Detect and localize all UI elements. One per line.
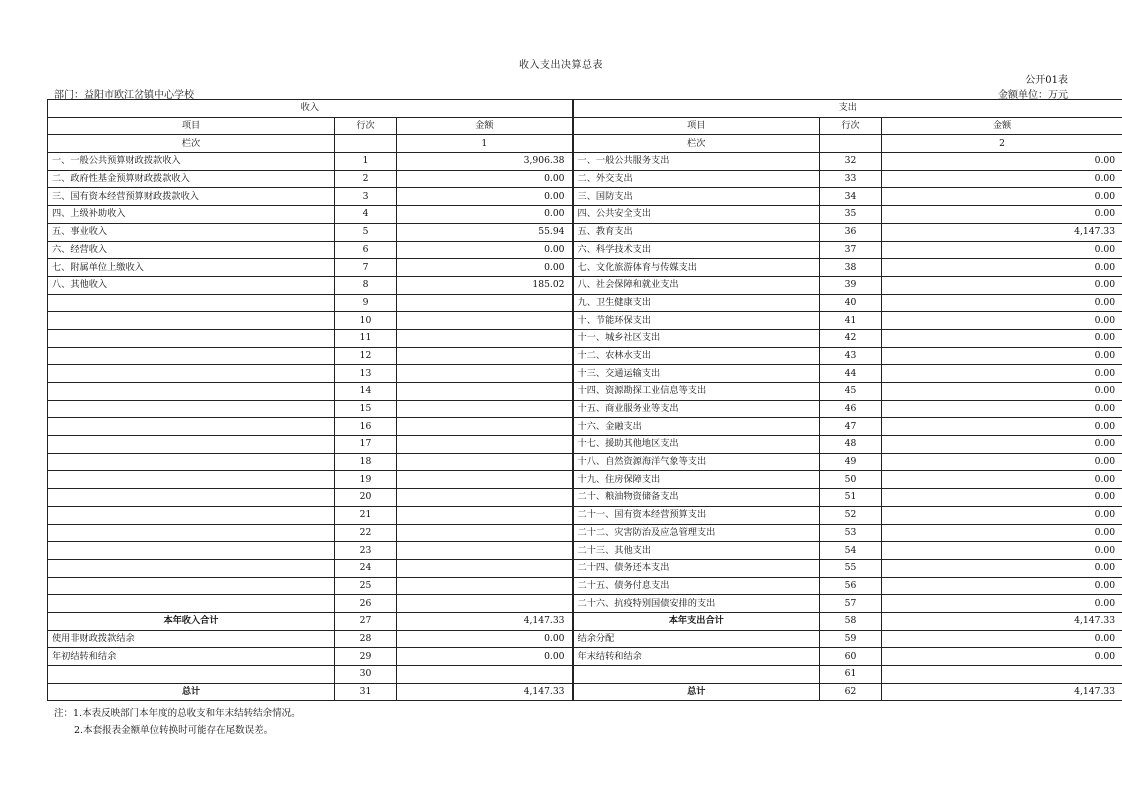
income-amount-cell: [397, 559, 573, 577]
income-row-no-cell: 28: [335, 630, 397, 648]
table-row: [48, 630, 1122, 648]
expense-amount-cell: 0.00: [882, 630, 1122, 648]
income-amount-cell: 0.00: [397, 170, 573, 188]
income-col-index: 1: [397, 135, 573, 153]
expense-row-no-cell: 57: [820, 595, 882, 613]
income-row-no-cell: 14: [335, 383, 397, 401]
table-row: [48, 648, 1122, 666]
expense-item-cell: 十四、资源勘探工业信息等支出: [573, 383, 820, 401]
income-amount-cell: [397, 383, 573, 401]
table-row: [48, 559, 1122, 577]
income-row-no-cell: 26: [335, 595, 397, 613]
income-row-no-cell: 11: [335, 329, 397, 347]
expense-row-no-cell: 39: [820, 276, 882, 294]
income-amount-cell: 0.00: [397, 648, 573, 666]
expense-amount-header: 金额: [882, 117, 1122, 135]
income-item-cell: [48, 542, 335, 560]
expense-item-cell: 二十五、债务付息支出: [573, 577, 820, 595]
page-title: 收入支出决算总表: [519, 60, 603, 71]
income-row-no-cell: 27: [335, 612, 397, 630]
expense-item-cell: 十、节能环保支出: [573, 312, 820, 330]
table-row: [48, 471, 1122, 489]
department-label: 部门：益阳市欧江岔镇中心学校: [54, 90, 194, 101]
income-row-no-cell: 1: [335, 153, 397, 171]
total-row: [48, 683, 1122, 701]
expense-row-no-cell: 55: [820, 559, 882, 577]
income-amount-cell: 4,147.33: [397, 683, 573, 701]
expense-amount-cell: 0.00: [882, 506, 1122, 524]
expense-item-cell: 三、国防支出: [573, 188, 820, 206]
table-row: [48, 170, 1122, 188]
expense-item-cell: 二十一、国有资本经营预算支出: [573, 506, 820, 524]
income-section-header: 收入: [48, 100, 573, 118]
expense-row-no-cell: 60: [820, 648, 882, 666]
income-amount-cell: [397, 542, 573, 560]
income-row-no-cell: 3: [335, 188, 397, 206]
expense-amount-cell: 4,147.33: [882, 612, 1122, 630]
expense-row-no-cell: 51: [820, 489, 882, 507]
income-item-cell: [48, 418, 335, 436]
income-row-no-cell: 24: [335, 559, 397, 577]
table-row: [48, 241, 1122, 259]
expense-row-no-cell: 38: [820, 259, 882, 277]
income-row-no-cell: 10: [335, 312, 397, 330]
income-row-no-cell: 12: [335, 347, 397, 365]
amount-unit-label: 金额单位：万元: [998, 90, 1068, 101]
table-row: [48, 223, 1122, 241]
expense-item-cell: 二十、粮油物资储备支出: [573, 489, 820, 507]
expense-amount-cell: 0.00: [882, 542, 1122, 560]
income-amount-cell: 3,906.38: [397, 153, 573, 171]
income-row-no-cell: 2: [335, 170, 397, 188]
expense-row-no-cell: 46: [820, 400, 882, 418]
table-row: [48, 347, 1122, 365]
table-row: [48, 506, 1122, 524]
expense-amount-cell: 0.00: [882, 577, 1122, 595]
income-amount-cell: 185.02: [397, 276, 573, 294]
expense-row-no-cell: 41: [820, 312, 882, 330]
expense-amount-cell: 0.00: [882, 241, 1122, 259]
income-col-blank: [335, 135, 397, 153]
expense-row-no-cell: 43: [820, 347, 882, 365]
income-amount-cell: [397, 666, 573, 684]
income-row-no-cell: 31: [335, 683, 397, 701]
expense-item-cell: 年末结转和结余: [573, 648, 820, 666]
income-item-cell: 七、附属单位上缴收入: [48, 259, 335, 277]
income-item-cell: 本年收入合计: [48, 612, 335, 630]
income-amount-cell: [397, 489, 573, 507]
income-amount-cell: [397, 400, 573, 418]
expense-item-cell: 总计: [573, 683, 820, 701]
expense-amount-cell: 0.00: [882, 489, 1122, 507]
income-item-cell: [48, 471, 335, 489]
footnotes: [54, 705, 301, 739]
expense-amount-cell: 0.00: [882, 294, 1122, 312]
expense-amount-cell: 0.00: [882, 188, 1122, 206]
table-row: [48, 524, 1122, 542]
income-amount-cell: [397, 365, 573, 383]
expense-amount-cell: 0.00: [882, 471, 1122, 489]
expense-row-no-cell: 32: [820, 153, 882, 171]
income-amount-cell: 0.00: [397, 630, 573, 648]
expense-row-no-cell: 35: [820, 206, 882, 224]
expense-amount-cell: 0.00: [882, 347, 1122, 365]
table-row: [48, 453, 1122, 471]
income-amount-cell: [397, 506, 573, 524]
expense-row-no-cell: 53: [820, 524, 882, 542]
table-row: [48, 206, 1122, 224]
income-item-cell: [48, 400, 335, 418]
table-row: [48, 188, 1122, 206]
expense-col-label: 栏次: [573, 135, 820, 153]
income-amount-cell: [397, 471, 573, 489]
expense-row-no-cell: 56: [820, 577, 882, 595]
expense-amount-cell: 0.00: [882, 276, 1122, 294]
subtotal-row: [48, 612, 1122, 630]
income-row-no-cell: 4: [335, 206, 397, 224]
expense-item-cell: [573, 666, 820, 684]
income-amount-header: 金额: [397, 117, 573, 135]
income-row-no-cell: 8: [335, 276, 397, 294]
income-item-cell: [48, 524, 335, 542]
income-row-no-cell: 9: [335, 294, 397, 312]
income-amount-cell: [397, 436, 573, 454]
expense-amount-cell: 4,147.33: [882, 683, 1122, 701]
income-item-cell: 六、经营收入: [48, 241, 335, 259]
expense-row-no-cell: 33: [820, 170, 882, 188]
income-amount-cell: [397, 577, 573, 595]
income-item-cell: [48, 347, 335, 365]
expense-amount-cell: 0.00: [882, 595, 1122, 613]
income-item-cell: [48, 489, 335, 507]
income-amount-cell: 0.00: [397, 259, 573, 277]
expense-item-cell: 六、科学技术支出: [573, 241, 820, 259]
table-row: [48, 329, 1122, 347]
income-item-cell: 使用非财政拨款结余: [48, 630, 335, 648]
expense-col-index: 2: [882, 135, 1122, 153]
table-row: [48, 312, 1122, 330]
expense-amount-cell: 0.00: [882, 153, 1122, 171]
income-amount-cell: [397, 453, 573, 471]
table-row: [48, 418, 1122, 436]
income-row-no-header: 行次: [335, 117, 397, 135]
form-number: 公开01表: [1025, 75, 1068, 86]
income-row-no-cell: 17: [335, 436, 397, 454]
income-item-cell: 年初结转和结余: [48, 648, 335, 666]
expense-row-no-cell: 34: [820, 188, 882, 206]
table-row: [48, 542, 1122, 560]
income-amount-cell: [397, 329, 573, 347]
income-row-no-cell: 22: [335, 524, 397, 542]
expense-item-cell: 十三、交通运输支出: [573, 365, 820, 383]
income-row-no-cell: 25: [335, 577, 397, 595]
income-item-cell: [48, 365, 335, 383]
expense-row-no-cell: 58: [820, 612, 882, 630]
income-amount-cell: [397, 347, 573, 365]
table-row: [48, 436, 1122, 454]
expense-row-no-cell: 44: [820, 365, 882, 383]
income-item-cell: 三、国有资本经营预算财政拨款收入: [48, 188, 335, 206]
expense-item-cell: 本年支出合计: [573, 612, 820, 630]
income-amount-cell: [397, 418, 573, 436]
income-item-cell: [48, 329, 335, 347]
expense-row-no-cell: 49: [820, 453, 882, 471]
expense-item-cell: 十九、住房保障支出: [573, 471, 820, 489]
table-row: [48, 153, 1122, 171]
expense-row-no-cell: 45: [820, 383, 882, 401]
expense-row-no-cell: 52: [820, 506, 882, 524]
expense-item-cell: 十七、援助其他地区支出: [573, 436, 820, 454]
income-amount-cell: [397, 524, 573, 542]
expense-amount-cell: 0.00: [882, 453, 1122, 471]
expense-row-no-cell: 50: [820, 471, 882, 489]
table-row: [48, 489, 1122, 507]
expense-section-header: 支出: [573, 100, 1122, 118]
income-row-no-cell: 6: [335, 241, 397, 259]
expense-row-no-cell: 62: [820, 683, 882, 701]
expense-item-header: 项目: [573, 117, 820, 135]
income-item-cell: [48, 383, 335, 401]
income-amount-cell: 0.00: [397, 206, 573, 224]
section-header-row: [48, 100, 1122, 118]
income-amount-cell: 55.94: [397, 223, 573, 241]
income-amount-cell: [397, 312, 573, 330]
expense-item-cell: 结余分配: [573, 630, 820, 648]
income-item-cell: 五、事业收入: [48, 223, 335, 241]
income-row-no-cell: 5: [335, 223, 397, 241]
expense-amount-cell: 0.00: [882, 329, 1122, 347]
expense-item-cell: 十六、金融支出: [573, 418, 820, 436]
expense-amount-cell: 0.00: [882, 436, 1122, 454]
expense-item-cell: 九、卫生健康支出: [573, 294, 820, 312]
expense-item-cell: 十八、自然资源海洋气象等支出: [573, 453, 820, 471]
column-header-row: [48, 117, 1122, 135]
expense-row-no-cell: 36: [820, 223, 882, 241]
expense-item-cell: 十二、农林水支出: [573, 347, 820, 365]
income-amount-cell: [397, 294, 573, 312]
table-row: [48, 259, 1122, 277]
expense-item-cell: 二十二、灾害防治及应急管理支出: [573, 524, 820, 542]
expense-item-cell: 七、文化旅游体育与传媒支出: [573, 259, 820, 277]
expense-item-cell: 四、公共安全支出: [573, 206, 820, 224]
expense-item-cell: 十一、城乡社区支出: [573, 329, 820, 347]
income-row-no-cell: 30: [335, 666, 397, 684]
expense-item-cell: 八、社会保障和就业支出: [573, 276, 820, 294]
income-item-cell: 二、政府性基金预算财政拨款收入: [48, 170, 335, 188]
income-row-no-cell: 7: [335, 259, 397, 277]
income-col-label: 栏次: [48, 135, 335, 153]
expense-row-no-header: 行次: [820, 117, 882, 135]
footnote-2: 2.本套报表金额单位转换时可能存在尾数误差。: [74, 725, 274, 736]
income-row-no-cell: 18: [335, 453, 397, 471]
expense-item-cell: 二十四、债务还本支出: [573, 559, 820, 577]
income-amount-cell: 0.00: [397, 241, 573, 259]
table-row: [48, 294, 1122, 312]
expense-item-cell: 五、教育支出: [573, 223, 820, 241]
income-item-cell: [48, 666, 335, 684]
table-row: [48, 276, 1122, 294]
income-item-cell: 总计: [48, 683, 335, 701]
expense-row-no-cell: 61: [820, 666, 882, 684]
income-row-no-cell: 16: [335, 418, 397, 436]
table-row: [48, 383, 1122, 401]
expense-amount-cell: 0.00: [882, 648, 1122, 666]
expense-amount-cell: 0.00: [882, 524, 1122, 542]
expense-item-cell: 一、一般公共服务支出: [573, 153, 820, 171]
expense-amount-cell: 0.00: [882, 383, 1122, 401]
expense-row-no-cell: 42: [820, 329, 882, 347]
expense-amount-cell: [882, 666, 1122, 684]
income-item-cell: 一、一般公共预算财政拨款收入: [48, 153, 335, 171]
income-item-cell: 四、上级补助收入: [48, 206, 335, 224]
income-row-no-cell: 13: [335, 365, 397, 383]
income-row-no-cell: 19: [335, 471, 397, 489]
table-row: [48, 666, 1122, 684]
income-item-cell: [48, 559, 335, 577]
income-row-no-cell: 29: [335, 648, 397, 666]
expense-amount-cell: 0.00: [882, 400, 1122, 418]
income-row-no-cell: 23: [335, 542, 397, 560]
income-item-cell: [48, 453, 335, 471]
income-amount-cell: 0.00: [397, 188, 573, 206]
expense-amount-cell: 4,147.33: [882, 223, 1122, 241]
expense-row-no-cell: 54: [820, 542, 882, 560]
expense-amount-cell: 0.00: [882, 170, 1122, 188]
income-item-header: 项目: [48, 117, 335, 135]
income-row-no-cell: 15: [335, 400, 397, 418]
expense-row-no-cell: 59: [820, 630, 882, 648]
income-item-cell: [48, 595, 335, 613]
expense-amount-cell: 0.00: [882, 418, 1122, 436]
expense-row-no-cell: 40: [820, 294, 882, 312]
income-item-cell: [48, 294, 335, 312]
expense-row-no-cell: 37: [820, 241, 882, 259]
table-row: [48, 577, 1122, 595]
expense-col-blank: [820, 135, 882, 153]
expense-item-cell: 二十六、抗疫特别国债安排的支出: [573, 595, 820, 613]
expense-row-no-cell: 47: [820, 418, 882, 436]
expense-amount-cell: 0.00: [882, 559, 1122, 577]
table-row: [48, 365, 1122, 383]
table-row: [48, 595, 1122, 613]
column-index-row: [48, 135, 1122, 153]
expense-amount-cell: 0.00: [882, 206, 1122, 224]
income-item-cell: [48, 506, 335, 524]
income-amount-cell: [397, 595, 573, 613]
income-item-cell: [48, 312, 335, 330]
income-row-no-cell: 21: [335, 506, 397, 524]
expense-amount-cell: 0.00: [882, 259, 1122, 277]
income-item-cell: [48, 577, 335, 595]
expense-item-cell: 二、外交支出: [573, 170, 820, 188]
income-item-cell: [48, 436, 335, 454]
income-item-cell: 八、其他收入: [48, 276, 335, 294]
income-expense-table: [47, 99, 1122, 701]
income-amount-cell: 4,147.33: [397, 612, 573, 630]
income-row-no-cell: 20: [335, 489, 397, 507]
table-row: [48, 400, 1122, 418]
expense-amount-cell: 0.00: [882, 312, 1122, 330]
expense-item-cell: 十五、商业服务业等支出: [573, 400, 820, 418]
footnote-1: 注：1.本表反映部门本年度的总收支和年末结转结余情况。: [54, 708, 301, 719]
expense-row-no-cell: 48: [820, 436, 882, 454]
expense-amount-cell: 0.00: [882, 365, 1122, 383]
expense-item-cell: 二十三、其他支出: [573, 542, 820, 560]
